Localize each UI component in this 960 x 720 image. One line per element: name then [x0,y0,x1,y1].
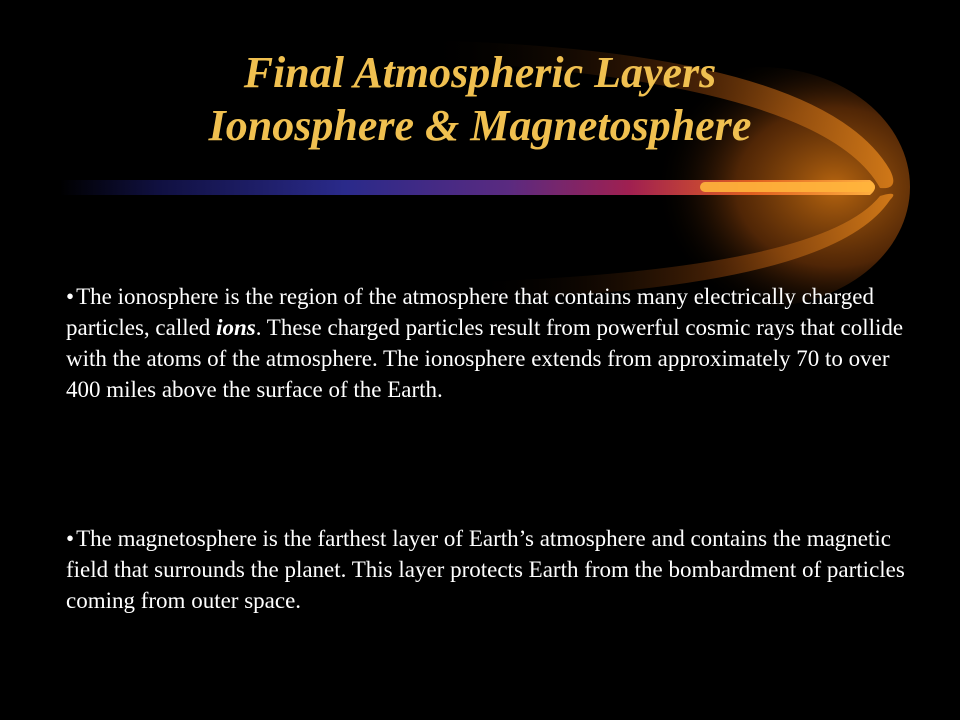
title-line-1: Final Atmospheric Layers [243,48,717,97]
paragraph-magnetosphere [66,523,926,616]
paragraph1-text-before: The ionosphere is the region of the atmosphere that contains many electrically charged particles, called [66,284,874,341]
bullet-icon: • [66,284,75,309]
title-line-2: Ionosphere & Magnetosphere [208,100,752,150]
swoosh-bar-highlight [700,182,875,192]
paragraph1-text-after: . These charged particles result from powerful cosmic rays that collide with the atoms of the atmosphere. The ionosphere extends from approximately 70 to over 400 miles above the surface of the Earth. [66,315,904,403]
bullet-icon: • [66,526,75,551]
paragraph-ionosphere [66,281,926,405]
slide-title [0,47,960,153]
paragraph2-text: The magnetosphere is the farthest layer of Earth’s atmosphere and contains the magnetic field that surrounds the planet. This layer protects Earth from the bombardment of particles coming from outer space. [66,526,905,614]
paragraph1-emphasis: ions [216,315,256,341]
